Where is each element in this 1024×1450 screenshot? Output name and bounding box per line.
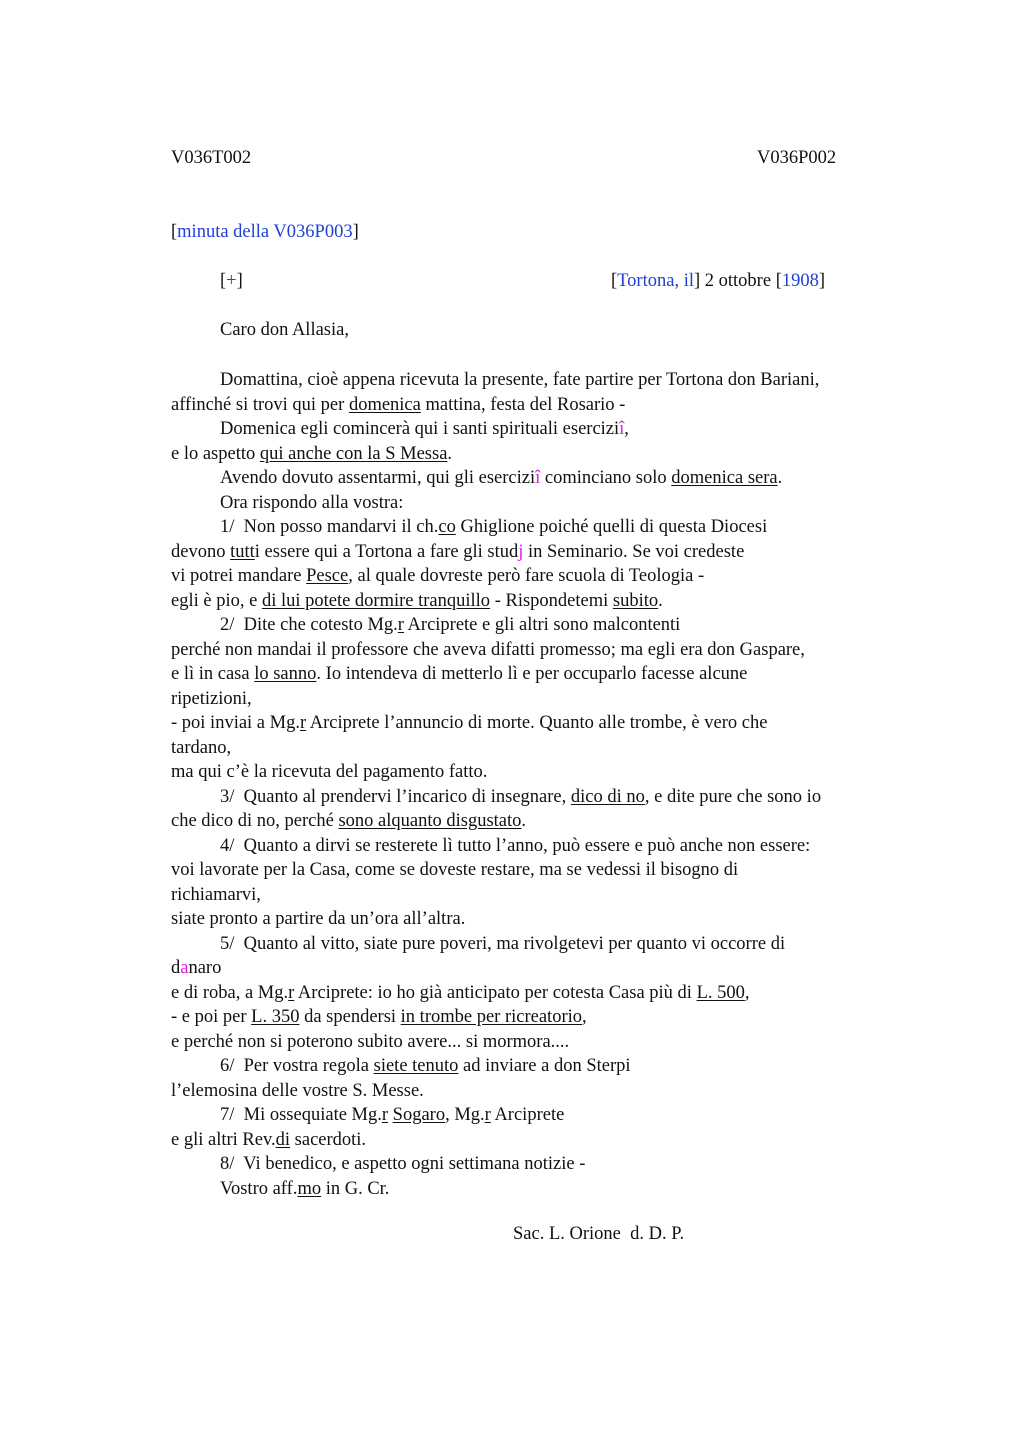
text-segment: da spendersi [299,1007,401,1027]
editorial-letter: î [619,419,625,439]
text-segment: e di roba, a Mg. [171,982,289,1003]
text-segment: Arciprete [490,1105,565,1125]
text-segment: , [624,419,629,439]
text-segment: , Mg. [445,1105,485,1125]
text-segment: - e poi per [171,1007,252,1027]
letter-line [171,1079,911,1104]
underlined-text: Pesce [306,566,349,586]
text-segment: e lì in casa [171,664,255,684]
text-segment: e lo aspetto [171,443,260,464]
salutation: Caro don Allasia, [220,320,349,340]
text-segment: Avendo dovuto assentarmi, qui gli esercizi [220,468,536,488]
letter-line [171,638,911,663]
letter-line [171,956,911,981]
text-segment: voi lavorate per la Casa, come se doveste restare, ma se vedessi il bisogno di [171,860,739,880]
text-segment: 7/ Mi ossequiate Mg. [220,1105,382,1125]
text-segment: 3/ Quanto al prendervi l’incarico di insegnare, [220,786,571,807]
date-place: Tortona, il [617,271,694,291]
text-segment: perché non mandai il professore che aveva difatti promesso; ma egli era don Gaspare, [171,639,805,660]
text-segment: vi potrei mandare [171,566,307,586]
underlined-text: in trombe per ricreatorio [400,1007,582,1027]
date-year: 1908 [781,271,819,291]
text-segment: 4/ Quanto a dirvi se resterete lì tutto l’anno, può essere e può anche non essere: [220,835,811,856]
text-segment: . [447,443,453,464]
bracket-close: ] [693,271,701,291]
text-segment: . Io intendeva di metterlo lì e per occuparlo facesse alcune [316,664,748,684]
underlined-text: domenica sera [671,468,778,488]
bracket-open: [ [611,271,618,291]
text-segment: tardano, [171,737,232,758]
signature: Sac. L. Orione d. D. P. [513,1224,685,1244]
underlined-text: r [288,982,295,1003]
text-segment: 2/ Dite che cotesto Mg. [220,615,398,635]
letter-line [171,417,911,442]
underlined-text: siete tenuto [373,1056,459,1076]
text-segment: . [521,811,527,831]
minuta-label: minuta della V036P003 [177,222,353,242]
text-segment: egli è pio, e [171,590,262,611]
text-segment: 1/ Non posso mandarvi il ch. [220,517,439,537]
text-segment: Ora rispondo alla vostra: [220,492,404,513]
underlined-text: r [484,1105,491,1125]
text-segment: . [658,590,663,611]
editorial-letter: î [535,468,541,488]
minuta-note [171,220,359,244]
letter-line [171,1177,911,1202]
underlined-text: qui anche con la S Messa [259,443,448,464]
text-segment: che dico di no, perché [171,811,339,831]
underlined-text: lo sanno [254,664,317,684]
text-segment: d [171,958,181,978]
text-segment: , al quale dovreste però fare scuola di Teologia - [348,566,705,586]
text-segment: richiamarvi, [171,884,261,905]
bracket-close: ] [352,222,359,242]
text-segment: devono [171,541,231,562]
underlined-text: di [275,1129,291,1150]
bracket-close: ] [818,271,826,291]
underlined-text: r [299,713,307,733]
document-code-right: V036P002 [757,148,837,168]
text-segment: siate pronto a partire da un’ora all’altra. [171,909,466,929]
underlined-text: dico di no [570,786,645,807]
underlined-text: r [397,615,404,635]
underlined-text: Sogaro [392,1105,446,1125]
letter-line [171,687,911,712]
bracket-open: [ [171,222,178,242]
date-text: 2 ottobre [700,271,776,291]
letter-line [171,613,911,638]
text-segment: Domenica egli comincerà qui i santi spirituali esercizi [220,419,620,439]
underlined-text: subito [612,590,659,611]
bracket-open: [ [220,271,227,291]
text-segment: - Rispondetemi [490,590,613,611]
text-segment: e perché non si poterono subito avere... si mormora.... [171,1031,570,1052]
text-segment: 8/ Vi benedico, e aspetto ogni settimana notizie - [220,1154,586,1174]
text-segment: in Seminario. Se voi credeste [523,541,745,562]
letter-line [171,393,911,418]
letter-line [171,932,911,957]
text-segment: ripetizioni, [171,688,252,709]
document-code-left: V036T002 [171,148,252,168]
text-segment: i essere qui a Tortona a fare gli stud [254,541,519,562]
letter-line [171,564,911,589]
text-segment: mattina, festa del Rosario - [420,394,626,415]
letter-line [171,981,911,1006]
bracket-close: ] [236,271,243,291]
underlined-text: di lui potete dormire tranquillo [261,590,491,611]
letter-line [171,662,911,687]
underlined-text: domenica [348,394,421,415]
cross-sign: + [226,271,237,291]
text-segment: Arciprete: io ho già anticipato per cotesta Casa più di [294,982,697,1003]
letter-line [171,1152,911,1177]
letter-line [171,466,911,491]
text-segment: in G. Cr. [321,1178,390,1199]
text-segment: e gli altri Rev. [171,1129,276,1150]
text-segment: ad inviare a don Sterpi [458,1056,631,1076]
text-segment: , [582,1007,587,1027]
underlined-text: r [381,1105,389,1125]
letter-line [171,1054,911,1079]
letter-line [171,907,911,932]
letter-line [171,1005,911,1030]
text-segment: l’elemosina delle vostre S. Messe. [171,1080,424,1101]
text-segment: cominciano solo [540,468,672,488]
text-segment: Arciprete l’annuncio di morte. Quanto alle trombe, è vero che [306,713,768,733]
letter-line [171,883,911,908]
text-segment: - poi inviai a Mg. [171,713,300,733]
text-segment: affinché si trovi qui per [171,394,349,415]
letter-line [171,368,911,393]
letter-line [171,589,911,614]
letter-line [171,809,911,834]
underlined-text: L. 350 [251,1007,300,1027]
letter-line [171,515,911,540]
text-segment: Domattina, cioè appena ricevuta la presente, fate partire per Tortona don Bariani, [220,370,820,390]
text-segment: ma qui c’è la ricevuta del pagamento fatto. [171,762,488,782]
editorial-letter: j [518,541,524,562]
editorial-letter: a [180,958,189,978]
text-segment: , e dite pure che sono io [644,786,822,807]
underlined-text: tutt [230,541,255,562]
cross-mark [220,269,243,293]
text-segment: Arciprete e gli altri sono malcontenti [403,615,681,635]
letter-line [171,1103,911,1128]
text-segment: 6/ Per vostra regola [220,1056,374,1076]
letter-line [171,736,911,761]
bracket-open: [ [775,271,782,291]
underlined-text: sono alquanto disgustato [338,811,522,831]
letter-line [171,1128,911,1153]
letter-body [171,368,911,1201]
letter-line [171,834,911,859]
text-segment: , [744,982,750,1003]
text-segment: naro [188,958,222,978]
letter-line [171,540,911,565]
letter-line [171,785,911,810]
underlined-text: L. 500 [696,982,745,1003]
text-segment: sacerdoti. [290,1129,367,1150]
underlined-text: mo [297,1178,322,1199]
text-segment: . [777,468,783,488]
letter-line [171,711,911,736]
text-segment: Vostro aff. [220,1178,298,1199]
letter-date [611,269,825,293]
letter-line [171,442,911,467]
text-segment: Ghiglione poiché quelli di questa Diocesi [455,517,768,537]
underlined-text: co [438,517,456,537]
letter-line [171,858,911,883]
letter-line [171,491,911,516]
letter-line [171,1030,911,1055]
text-segment: 5/ Quanto al vitto, siate pure poveri, ma rivolgetevi per quanto vi occorre di [220,933,786,954]
letter-line [171,760,911,785]
